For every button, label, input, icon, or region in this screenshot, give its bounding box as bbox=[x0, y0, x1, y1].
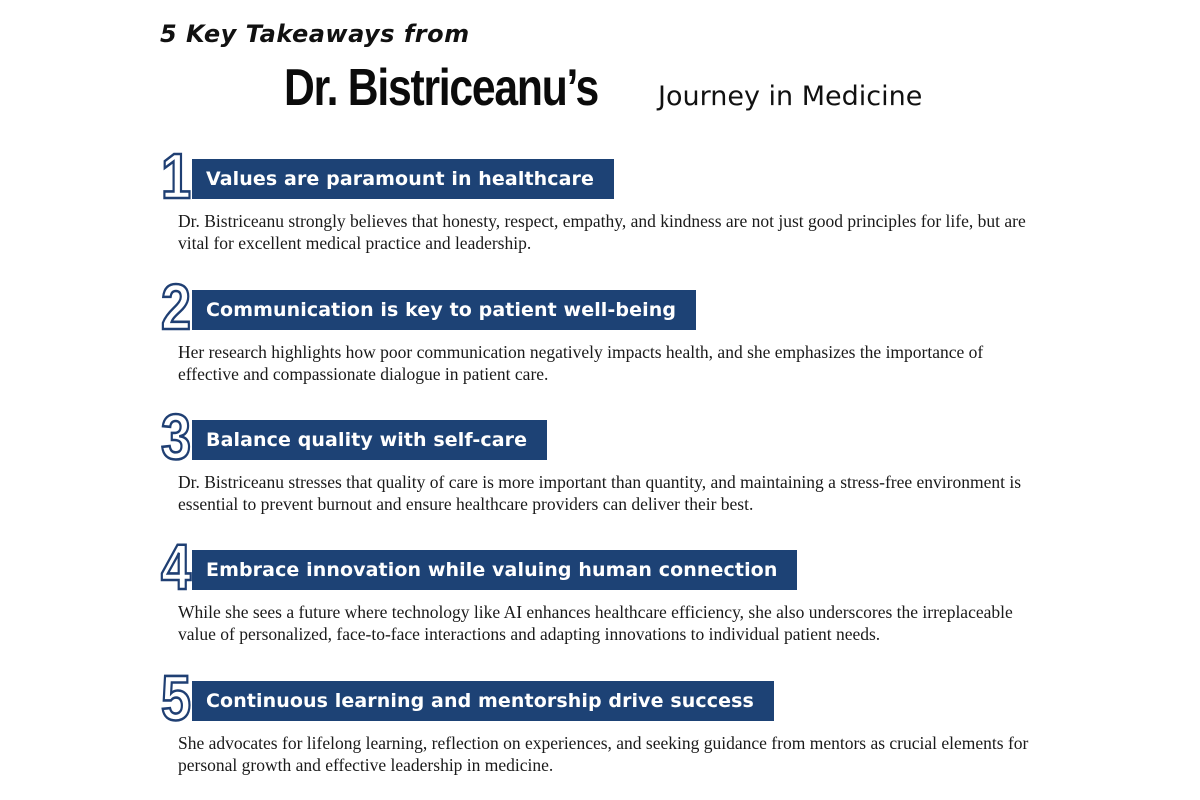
svg-text:2: 2 bbox=[161, 277, 191, 333]
takeaway-4 bbox=[158, 537, 1038, 657]
svg-text:4: 4 bbox=[161, 537, 192, 593]
number-3-glyph bbox=[158, 407, 194, 463]
takeaway-5 bbox=[158, 668, 1038, 788]
takeaway-3-text: Dr. Bistriceanu stresses that quality of care is more important than quantity, and maintaining a stress-free environment is essential to prevent burnout and ensure healthcare providers can deliver their best. bbox=[178, 472, 1022, 514]
takeaway-5-title: Continuous learning and mentorship drive success bbox=[192, 681, 774, 721]
svg-text:5: 5 bbox=[161, 668, 191, 724]
takeaway-2 bbox=[158, 277, 1038, 397]
takeaway-1 bbox=[158, 146, 1038, 266]
takeaway-1-text: Dr. Bistriceanu strongly believes that honesty, respect, empathy, and kindness are not just good principles for life, but are vital for excellent medical practice and leadership. bbox=[178, 211, 1026, 253]
svg-text:1: 1 bbox=[161, 146, 191, 202]
number-badge-4 bbox=[158, 537, 194, 593]
takeaway-3 bbox=[158, 407, 1038, 527]
header-pretitle: 5 Key Takeaways from bbox=[160, 20, 470, 48]
takeaway-2-text: Her research highlights how poor communication negatively impacts health, and she emphasizes the importance of effective and compassionate dialogue in patient care. bbox=[178, 342, 984, 384]
number-badge-1 bbox=[158, 146, 194, 202]
takeaway-1-title: Values are paramount in healthcare bbox=[192, 159, 614, 199]
svg-text:3: 3 bbox=[161, 407, 191, 463]
takeaway-2-title: Communication is key to patient well-being bbox=[192, 290, 696, 330]
number-badge-2 bbox=[158, 277, 194, 333]
takeaway-3-title: Balance quality with self-care bbox=[192, 420, 547, 460]
takeaway-4-title: Embrace innovation while valuing human connection bbox=[192, 550, 797, 590]
page-title bbox=[284, 58, 922, 118]
number-badge-3 bbox=[158, 407, 194, 463]
title-name: Dr. Bistriceanu’s bbox=[284, 59, 599, 117]
number-badge-5 bbox=[158, 668, 194, 724]
number-5-glyph bbox=[158, 668, 194, 724]
takeaway-5-text: She advocates for lifelong learning, reflection on experiences, and seeking guidance from mentors as crucial elements for personal growth and effective leadership in medicine. bbox=[178, 733, 1029, 775]
title-rest: Journey in Medicine bbox=[658, 81, 923, 112]
number-4-glyph bbox=[158, 537, 194, 593]
number-1-glyph bbox=[158, 146, 194, 202]
number-2-glyph bbox=[158, 277, 194, 333]
takeaway-4-text: While she sees a future where technology like AI enhances healthcare efficiency, she also underscores the irreplaceable value of personalized, face-to-face interactions and adapting innovations to individual patient needs. bbox=[178, 602, 1013, 644]
